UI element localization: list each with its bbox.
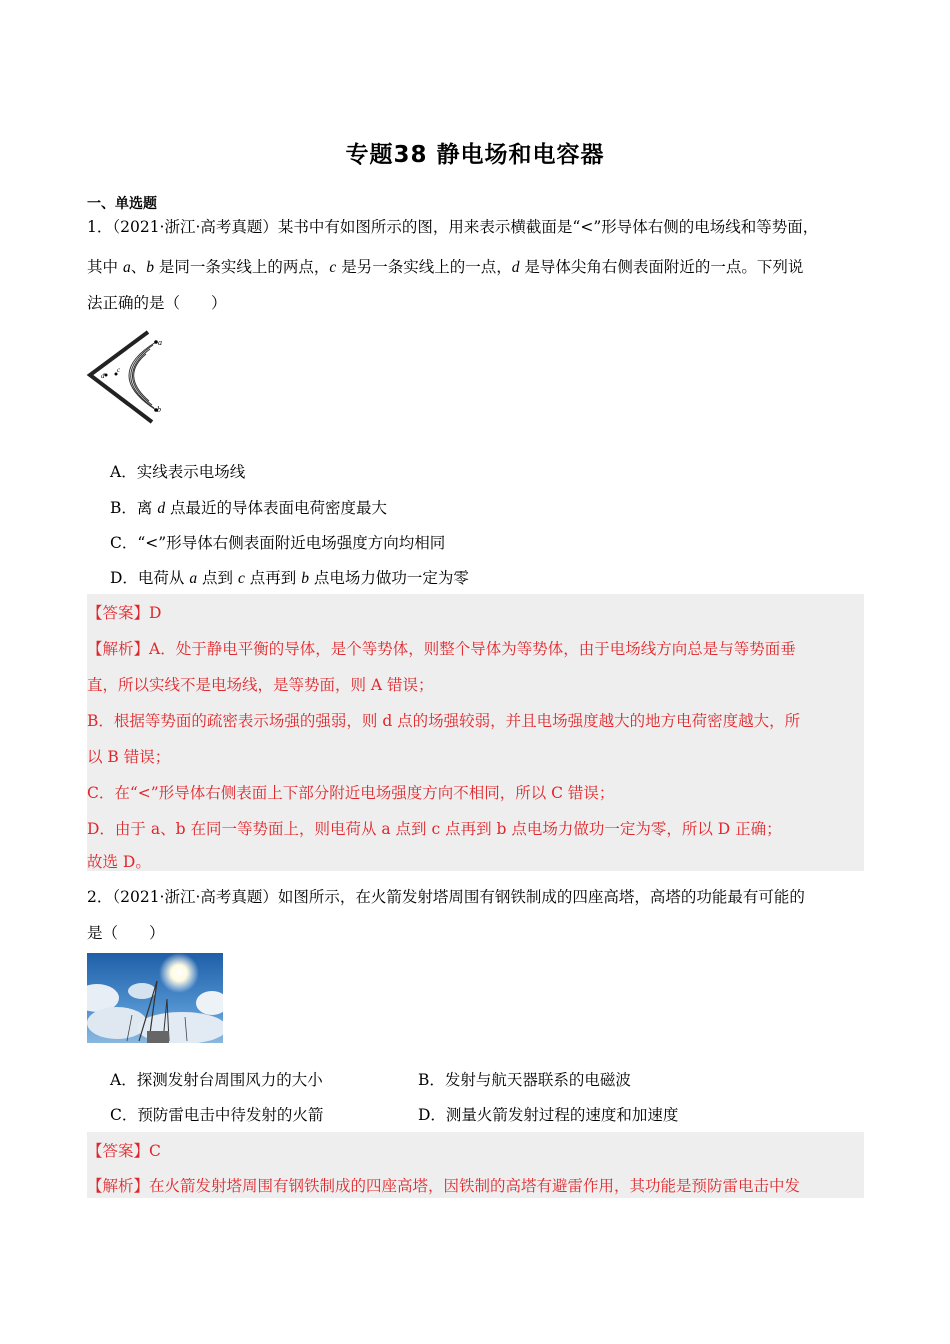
q1-analysis-line7: 故选 D。: [87, 853, 151, 871]
figure-label-a: a: [158, 338, 162, 347]
q2-answer: 【答案】C: [87, 1142, 161, 1160]
q2-option-c: C．预防雷电击中待发射的火箭: [110, 1106, 324, 1124]
q2-option-d: D．测量火箭发射过程的速度和加速度: [418, 1106, 679, 1124]
q2-analysis: 【解析】在火箭发射塔周围有钢铁制成的四座高塔，因铁制的高塔有避雷作用，其功能是预防雷电击中发: [87, 1177, 801, 1195]
q1-analysis-line5: C．在“<”形导体右侧表面上下部分附近电场强度方向不相同，所以 C 错误；: [87, 784, 615, 802]
q1-option-d: D．电荷从 a 点到 c 点再到 b 点电场力做功一定为零: [110, 569, 469, 587]
figure-label-d: d: [101, 372, 105, 380]
q1-option-b: B．离 d 点最近的导体表面电荷密度最大: [110, 499, 388, 517]
section-heading: 一、单选题: [87, 196, 157, 212]
q1-stem-line2: 其中 a、b 是同一条实线上的两点，c 是另一条实线上的一点，d 是导体尖角右侧表面附近的一点。下列说: [87, 258, 804, 276]
q1-analysis-line2: 直，所以实线不是电场线，是等势面，则 A 错误；: [87, 676, 434, 694]
q2-stem-line1: 2．（2021·浙江·高考真题）如图所示，在火箭发射塔周围有钢铁制成的四座高塔，高塔的功能最有可能的: [87, 888, 805, 906]
q2-figure-towers-photo: [87, 953, 223, 1043]
figure-label-c: c: [117, 366, 121, 374]
q2-stem-line2: 是（ ）: [87, 924, 165, 942]
q1-answer: 【答案】D: [87, 604, 162, 622]
q1-answer-box: [87, 594, 864, 871]
q1-analysis-line1: 【解析】A．处于静电平衡的导体，是个等势体，则整个导体为等势体，由于电场线方向总是与等势面垂: [87, 640, 796, 658]
q2-option-b: B．发射与航天器联系的电磁波: [418, 1071, 631, 1089]
q1-analysis-line6: D．由于 a、b 在同一等势面上，则电荷从 a 点到 c 点再到 b 点电场力做功一定为零，所以 D 正确；: [87, 820, 782, 838]
q1-stem-line3: 法正确的是（ ）: [87, 294, 227, 312]
q1-figure-conductor: [86, 330, 166, 426]
q1-stem-line1: 1．（2021·浙江·高考真题）某书中有如图所示的图，用来表示横截面是“<”形导体右侧的电场线和等势面，: [87, 218, 819, 236]
q2-answer-box: [87, 1132, 864, 1198]
page-title: 专题38 静电场和电容器: [345, 142, 605, 168]
q1-analysis-line4: 以 B 错误；: [87, 748, 171, 766]
q1-option-a: A．实线表示电场线: [110, 463, 246, 481]
figure-label-b: b: [157, 405, 161, 414]
q1-option-c: C．“<”形导体右侧表面附近电场强度方向均相同: [110, 534, 446, 552]
q2-option-a: A．探测发射台周围风力的大小: [110, 1071, 323, 1089]
q1-analysis-line3: B．根据等势面的疏密表示场强的强弱，则 d 点的场强较弱，并且电场强度越大的地方电荷密度越大，所: [87, 712, 801, 730]
